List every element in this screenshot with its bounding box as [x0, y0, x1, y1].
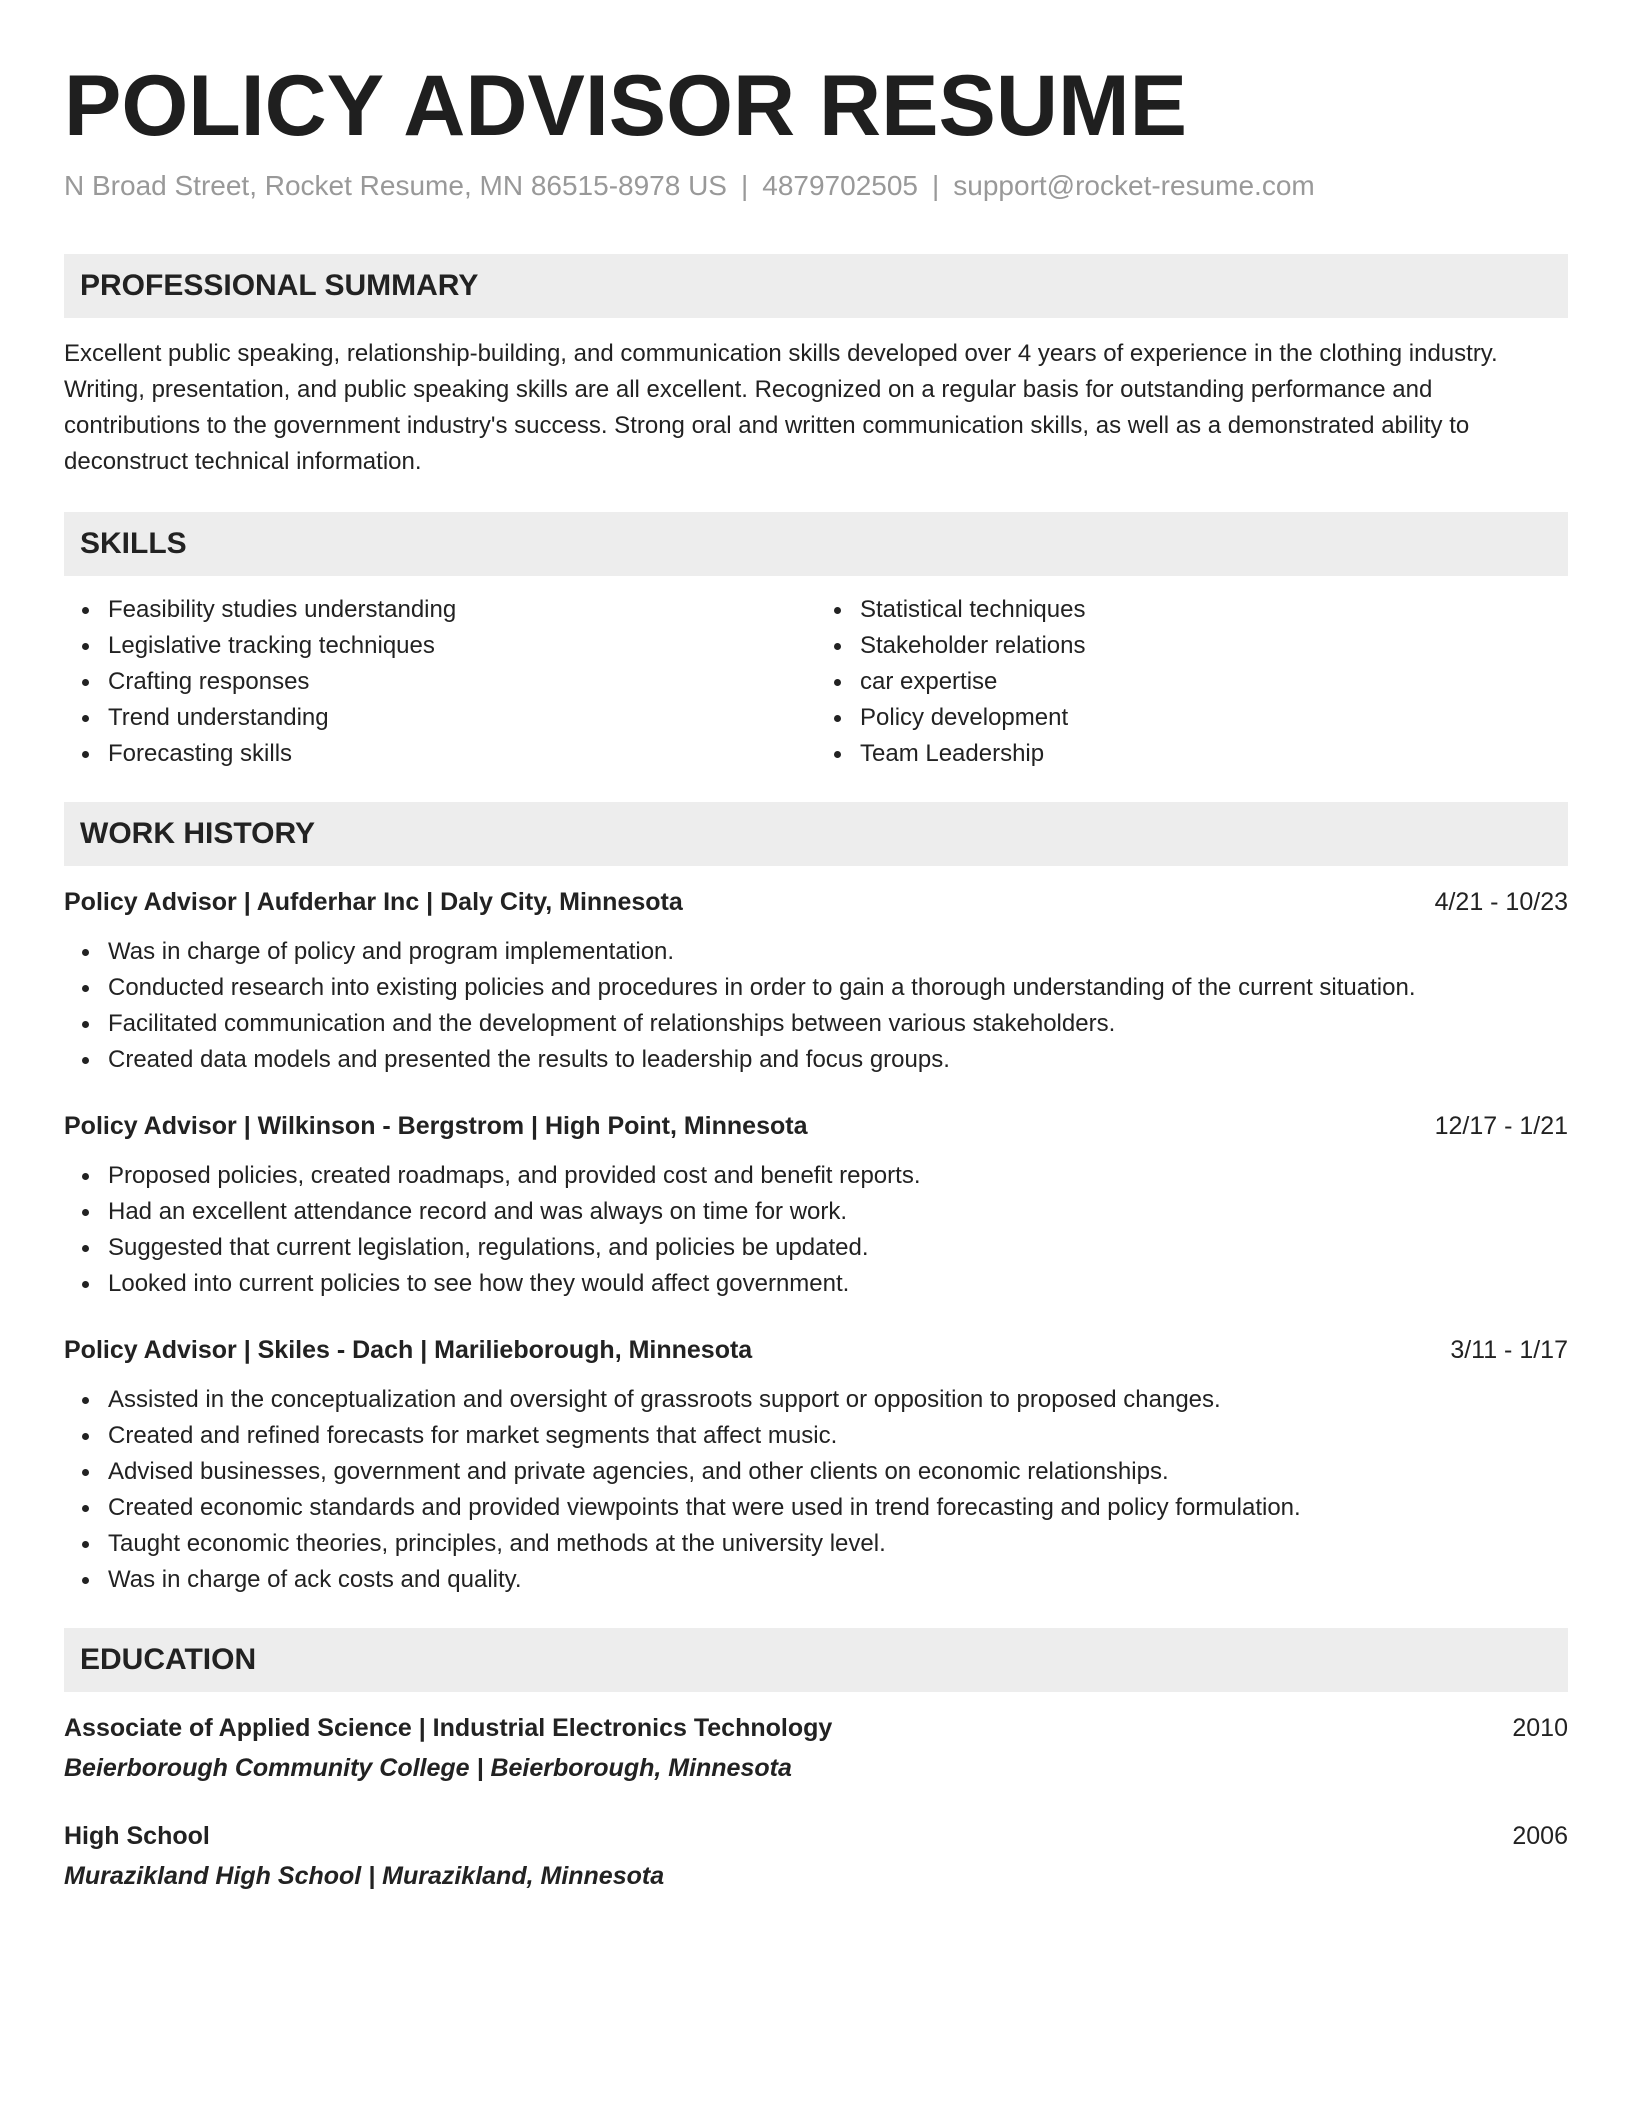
skill-item: Trend understanding [108, 700, 816, 736]
job-entry [64, 1332, 1568, 1598]
skills-list [64, 592, 1568, 772]
skill-item: Stakeholder relations [860, 628, 1568, 664]
education-year: 2010 [1512, 1714, 1568, 1742]
skill-item: Crafting responses [108, 664, 816, 700]
skill-item: car expertise [860, 664, 1568, 700]
job-bullet: Advised businesses, government and private agencies, and other clients on economic relationships. [108, 1454, 1568, 1490]
job-dates: 12/17 - 1/21 [1434, 1112, 1568, 1140]
job-heading-row [64, 884, 1568, 920]
job-dates: 3/11 - 1/17 [1450, 1336, 1568, 1364]
skill-item: Policy development [860, 700, 1568, 736]
job-bullet: Assisted in the conceptualization and oversight of grassroots support or opposition to proposed changes. [108, 1382, 1568, 1418]
section-header-work-history: WORK HISTORY [64, 802, 1568, 866]
job-bullet: Created economic standards and provided viewpoints that were used in trend forecasting and policy formulation. [108, 1490, 1568, 1526]
job-bullet: Proposed policies, created roadmaps, and provided cost and benefit reports. [108, 1158, 1568, 1194]
education-heading-row [64, 1710, 1568, 1746]
job-dates: 4/21 - 10/23 [1434, 888, 1568, 916]
skills-column-right [816, 592, 1568, 772]
contact-separator: | [932, 170, 940, 201]
skills-column-left [64, 592, 816, 772]
contact-phone: 4879702505 [762, 170, 918, 201]
contact-address: N Broad Street, Rocket Resume, MN 86515-8978 US [64, 170, 727, 201]
education-heading-row [64, 1818, 1568, 1854]
contact-separator: | [740, 170, 749, 201]
education-school: Beierborough Community College | Beierborough, Minnesota [64, 1754, 792, 1782]
job-bullets [64, 1158, 1568, 1302]
contact-email: support@rocket-resume.com [953, 170, 1315, 201]
page-title: POLICY ADVISOR RESUME [64, 58, 1187, 154]
skill-item: Statistical techniques [860, 592, 1568, 628]
job-bullet: Suggested that current legislation, regulations, and policies be updated. [108, 1230, 1568, 1266]
job-bullet: Was in charge of policy and program implementation. [108, 934, 1568, 970]
job-bullet: Created and refined forecasts for market segments that affect music. [108, 1418, 1568, 1454]
job-bullet: Facilitated communication and the development of relationships between various stakeholders. [108, 1006, 1568, 1042]
education-year: 2006 [1512, 1822, 1568, 1850]
job-bullet: Looked into current policies to see how they would affect government. [108, 1266, 1568, 1302]
job-entry [64, 1108, 1568, 1302]
job-title: Policy Advisor | Wilkinson - Bergstrom | High Point, Minnesota [64, 1112, 808, 1140]
job-heading-row [64, 1332, 1568, 1368]
job-entry [64, 884, 1568, 1078]
skill-item: Team Leadership [860, 736, 1568, 772]
education-degree: Associate of Applied Science | Industrial Electronics Technology [64, 1714, 833, 1742]
job-bullet: Taught economic theories, principles, and methods at the university level. [108, 1526, 1568, 1562]
job-title: Policy Advisor | Skiles - Dach | Marilieborough, Minnesota [64, 1336, 753, 1364]
skill-item: Forecasting skills [108, 736, 816, 772]
job-title: Policy Advisor | Aufderhar Inc | Daly City, Minnesota [64, 888, 683, 916]
job-bullets [64, 934, 1568, 1078]
job-bullet: Was in charge of ack costs and quality. [108, 1562, 1568, 1598]
section-header-education: EDUCATION [64, 1628, 1568, 1692]
education-degree: High School [64, 1822, 210, 1850]
education-school: Murazikland High School | Murazikland, Minnesota [64, 1862, 665, 1890]
job-bullets [64, 1382, 1568, 1598]
contact-line [64, 168, 1568, 204]
job-heading-row [64, 1108, 1568, 1144]
section-header-summary: PROFESSIONAL SUMMARY [64, 254, 1568, 318]
job-bullet: Conducted research into existing policies and procedures in order to gain a thorough understanding of the current situation. [108, 970, 1568, 1006]
skill-item: Feasibility studies understanding [108, 592, 816, 628]
skill-item: Legislative tracking techniques [108, 628, 816, 664]
education-entry [64, 1710, 1568, 1786]
job-bullet: Had an excellent attendance record and was always on time for work. [108, 1194, 1568, 1230]
education-entry [64, 1818, 1568, 1894]
summary-text: Excellent public speaking, relationship-building, and communication skills developed over 4 years of experience in the clothing industry. Writing, presentation, and public speaking skills are all excellent. Recognized on a regular basis for outstanding performance and contributions to the government industry's success. Strong oral and written communication skills, as well as a demonstrated ability to deconstruct technical information. [64, 340, 1498, 475]
job-bullet: Created data models and presented the results to leadership and focus groups. [108, 1042, 1568, 1078]
section-header-skills: SKILLS [64, 512, 1568, 576]
